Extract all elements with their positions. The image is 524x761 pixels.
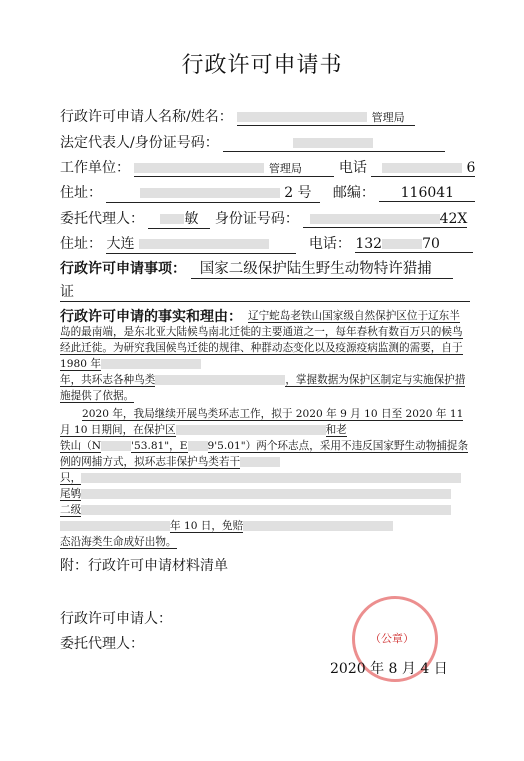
facts-paragraph [60,308,470,550]
work-unit-value-text: 管理局 [268,162,302,175]
applicant-value-text: 管理局 [371,111,405,124]
redaction [176,425,326,435]
redaction [382,239,422,249]
facts-p7-text: 二级 [60,504,82,516]
work-phone-label: 电话 [338,160,367,176]
facts-p4 [60,438,470,470]
work-unit-label: 工作单位： [60,160,130,176]
redaction [240,457,280,467]
applicant-label: 行政许可申请人名称/姓名： [60,109,233,125]
redaction [81,489,451,499]
address2-row [60,233,473,254]
agent-label: 委托代理人： [60,211,144,227]
redaction [139,239,269,249]
facts-p2b: ，掌握数据为保护区制定与实施保护措施提供了依据。 [60,374,466,402]
redaction [160,214,184,224]
redaction [237,112,367,122]
redaction [293,138,373,148]
facts-p1-text: 辽宁蛇岛老铁山国家级自然保护区位于辽东半岛的最南端，是东北亚大陆候鸟南北迁徙的主要通道之一，每年春秋有数百万只的候鸟经此迁徙。为研究我国候鸟迁徙的规律、种群动态变化以及疫源疫病监测的需要，自 [60,310,463,354]
redaction [155,375,285,385]
redaction [101,441,131,451]
redaction [382,163,462,173]
legal-rep-value [223,135,445,152]
work-phone-value-text: 6 [466,160,476,176]
facts-p4c: 9'5.01"）两个环志点，采用不违反国家野生动物捕捉条例的网捕方式，拟环志非保护鸟类若干 [60,440,469,468]
phone2-value-text: 132 [355,236,383,252]
facts-p3-text: 2020 年，我局继续开展鸟类环志工作，拟于 2020 年 9 月 10 日至 2020 年 11 月 10 日期间，在保护区 [60,408,464,436]
legal-rep-label: 法定代表人/身份证号码： [60,135,219,151]
matter-value-text: 国家二级保护陆生野生动物特许猎捕 [199,261,432,277]
facts-p9 [60,534,470,550]
facts-p5-text: 只， [60,472,82,484]
matter-label: 行政许可申请事项： [60,261,186,277]
applicant-row [60,106,415,126]
facts-p7 [60,502,470,518]
address1-value-text: 2 号 [284,185,312,201]
facts-p4b: '53.81"，E [131,440,188,452]
facts-p1 [60,308,470,372]
address1-row [60,182,475,203]
work-unit-value [134,160,334,177]
facts-label: 行政许可申请的事实和理由： [60,309,242,325]
facts-p8 [60,518,470,534]
postcode-label: 邮编： [332,185,375,201]
work-phone-value [371,160,475,177]
facts-p6-text: 尾鸲 [60,488,82,500]
matter-value-cont: 证 [60,281,470,302]
signature-date: 2020 年 8 月 4 日 [330,661,448,677]
address1-value [106,182,320,203]
redaction [188,441,208,451]
redaction [101,359,201,369]
attachment-line: 附：行政许可申请材料清单 [60,558,228,574]
facts-p2-text: 年，共环志各种鸟类 [60,374,156,386]
redaction [81,473,461,483]
address1-label: 住址： [60,185,102,201]
phone2-value [355,236,473,253]
agent-value-text: 敏 [184,211,199,227]
facts-p2 [60,372,470,404]
facts-p3 [60,406,470,438]
matter-value [191,257,453,279]
document-title: 行政许可申请书 [181,53,343,78]
redaction [310,214,440,224]
applicant-value [237,109,415,126]
agent-row [60,208,467,229]
postcode-value: 116041 [379,185,475,202]
facts-p9-text: 态沿海类生命成好出物。 [60,536,177,548]
address2-value-text: 大连 [106,236,135,252]
agent-id-label: 身份证号码： [214,211,299,227]
facts-p6 [60,486,470,502]
address2-value [106,233,296,254]
agent-value [148,208,210,229]
facts-p5 [60,470,470,486]
address2-label: 住址： [60,236,102,252]
legal-rep-row [60,132,445,152]
matter-row [60,257,453,279]
phone2-tail: 70 [422,236,440,252]
agent-id-value [303,211,467,228]
facts-p3b: 和老 [325,424,347,436]
facts-p4-text: 铁山（N [60,440,102,452]
redaction [140,188,280,198]
seal-note: （公章） [370,632,414,645]
facts-p1b: 于 1980 年 [60,342,463,370]
work-unit-row [60,157,475,177]
sign-applicant: 行政许可申请人： [60,611,172,627]
phone2-label: 电话： [308,236,351,252]
redaction [134,163,264,173]
redaction [243,521,393,531]
agent-id-value-text: 42X [439,211,468,227]
facts-p8-text: 年 10 日，免赔 [170,520,244,532]
redaction [60,521,170,531]
redaction [81,505,451,515]
sign-agent: 委托代理人： [60,636,144,652]
